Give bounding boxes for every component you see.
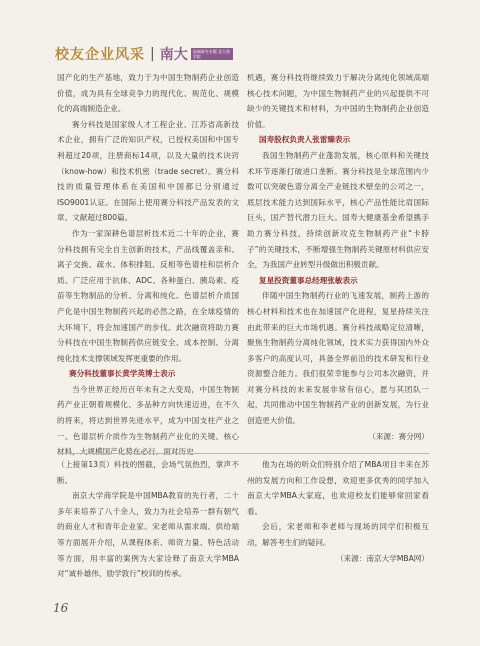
paragraph: （上接第13页）科技的图截，会场气氛热烈，掌声不断。 bbox=[57, 460, 239, 485]
paragraph: 赛分科技是国家级人才工程企业、江苏省高新技术企业，拥有广泛的知识产权，已授权美国和中国专利超过20项，注册商标14项，以及大量的技术诀窍（know-how）和技术机密（trade secret）。赛分科技的质量管理体系在美国和中国都已分别通过ISO9001认证。在国际上使用赛分科技产品发表的文章、文献超过800篇。 bbox=[57, 119, 239, 223]
left-column bbox=[57, 70, 239, 460]
section-heading: 赛分科技董事长黄学英博士表示 bbox=[69, 369, 176, 379]
page-number: 16 bbox=[53, 601, 69, 615]
bottom-right-column bbox=[247, 457, 429, 566]
column-title: 校友企业风采 bbox=[55, 47, 145, 63]
brand-name: 南大 bbox=[159, 47, 188, 63]
paragraph: 伴随中国生物制药行业的飞速发展，制药上游的核心材料和技术也在加速国产化进程，复星持续关注由此带来的巨大市场机遇。赛分科技战略定位清晰，聚焦生物制药分离纯化领域，技术实力获得国内外众多客户的高度认可，具备全界前沿的技术研发和行业资源整合能力。我们很荣幸能参与公司本次融资，并对赛分科技的未来发展非常有信心，愿与其团队一起，共同推动中国生物制药产业的创新发展，为行业创造更大价值。 bbox=[247, 291, 429, 426]
paragraph: 当今世界正经历百年未有之大变局，中国生物制药产业正朝着规模化、多品种方向快速迈进，在不久的将来，将达到世界先进水平，成为中国支柱产业之一。色谱层析介质作为生物制药产业化的关键、核心材料，大规模国产化势在必行。面对历史 bbox=[57, 384, 239, 457]
page-header bbox=[55, 44, 435, 64]
paragraph: 作为一家深耕色谱层析技术近二十年的企业，赛分科技拥有完全自主创新的技术，产品线覆盖亲和、离子交换、疏水、体积排阻、反相等色谱柱和层析介质。广泛应用于抗体、ADC、各种蛋白、胰岛素、疫苗等生物制品的分析、分离和纯化。色谱层析介质国产化是中国生物制药兴起的必然之路，在全球疫情的大环境下，将会加速国产的步伐。此次融资将助力赛分科技在中国生物制药供应链安全、成本控制、分离纯化技术支撑领域发挥更重要的作用。 bbox=[57, 228, 239, 363]
source-credit: （来源：赛分网） bbox=[368, 431, 429, 441]
paragraph: 南京大学商学院是中国MBA教育的先行者，二十多年来培养了八千余人，致力为社会培养一群有朝气的商业人才和青年企业家。宋老师从需求端、供给端等方面展开介绍，从课程体系、师资力量、特色活动等方面，用丰富的案例为大家诠释了南京大学MBA对“诚朴雄伟、励学敦行”校训的传承。 bbox=[57, 491, 239, 579]
paragraph: 国产化的生产基地，致力于为中国生物制药企业创造价值，成为具有全球竞争力的现代化、规范化、规模化的高端制造企业。 bbox=[57, 73, 239, 114]
brand-badge: 高端研究专题 北大商学院 bbox=[191, 48, 233, 60]
bottom-left-column bbox=[57, 457, 239, 582]
section-heading: 复星投资董事总经理张敏表示 bbox=[259, 275, 358, 285]
right-column bbox=[247, 70, 429, 444]
source-credit: （来源：南京大学MBA网） bbox=[336, 553, 429, 563]
paragraph: 会后，宋老师和李老师与现场的同学们积极互动，解答考生们的疑问。 bbox=[247, 522, 429, 547]
paragraph: 他为在场的听众们特别介绍了MBA项目丰来在苏州的发展方向和工作设想，欢迎更多优秀的同学加入南京大学MBA大家庭，也欢迎校友们能够常回家看看。 bbox=[247, 460, 429, 516]
paragraph: 机遇，赛分科技将继续致力于解决分离纯化领域高端核心技术问题，为中国生物制药产业的兴起提供不可缺少的关键技术和材料，为中国的生物制药企业创造价值。 bbox=[247, 73, 429, 129]
paragraph: 我国生物制药产业蓬勃发展，核心原料和关键技术环节逐渐打破进口垄断。赛分科技是全球范围内少数可以突破色谱分离全产业链技术壁垒的公司之一，底层技术能力达到国际水平，核心产品性能比肩国际巨头，国产替代潜力巨大。国寿大健康基金希望携手助力赛分科技，持续创新攻克生物制药产业“卡脖子”的关键技术，不断增强生物制药关键原材料供应安全，为我国产业转型升级做出积极贡献。 bbox=[247, 150, 429, 270]
header-separator: | bbox=[150, 46, 155, 62]
section-divider bbox=[57, 453, 429, 454]
section-heading: 国寿股权负责人张雷臻表示 bbox=[259, 135, 351, 145]
